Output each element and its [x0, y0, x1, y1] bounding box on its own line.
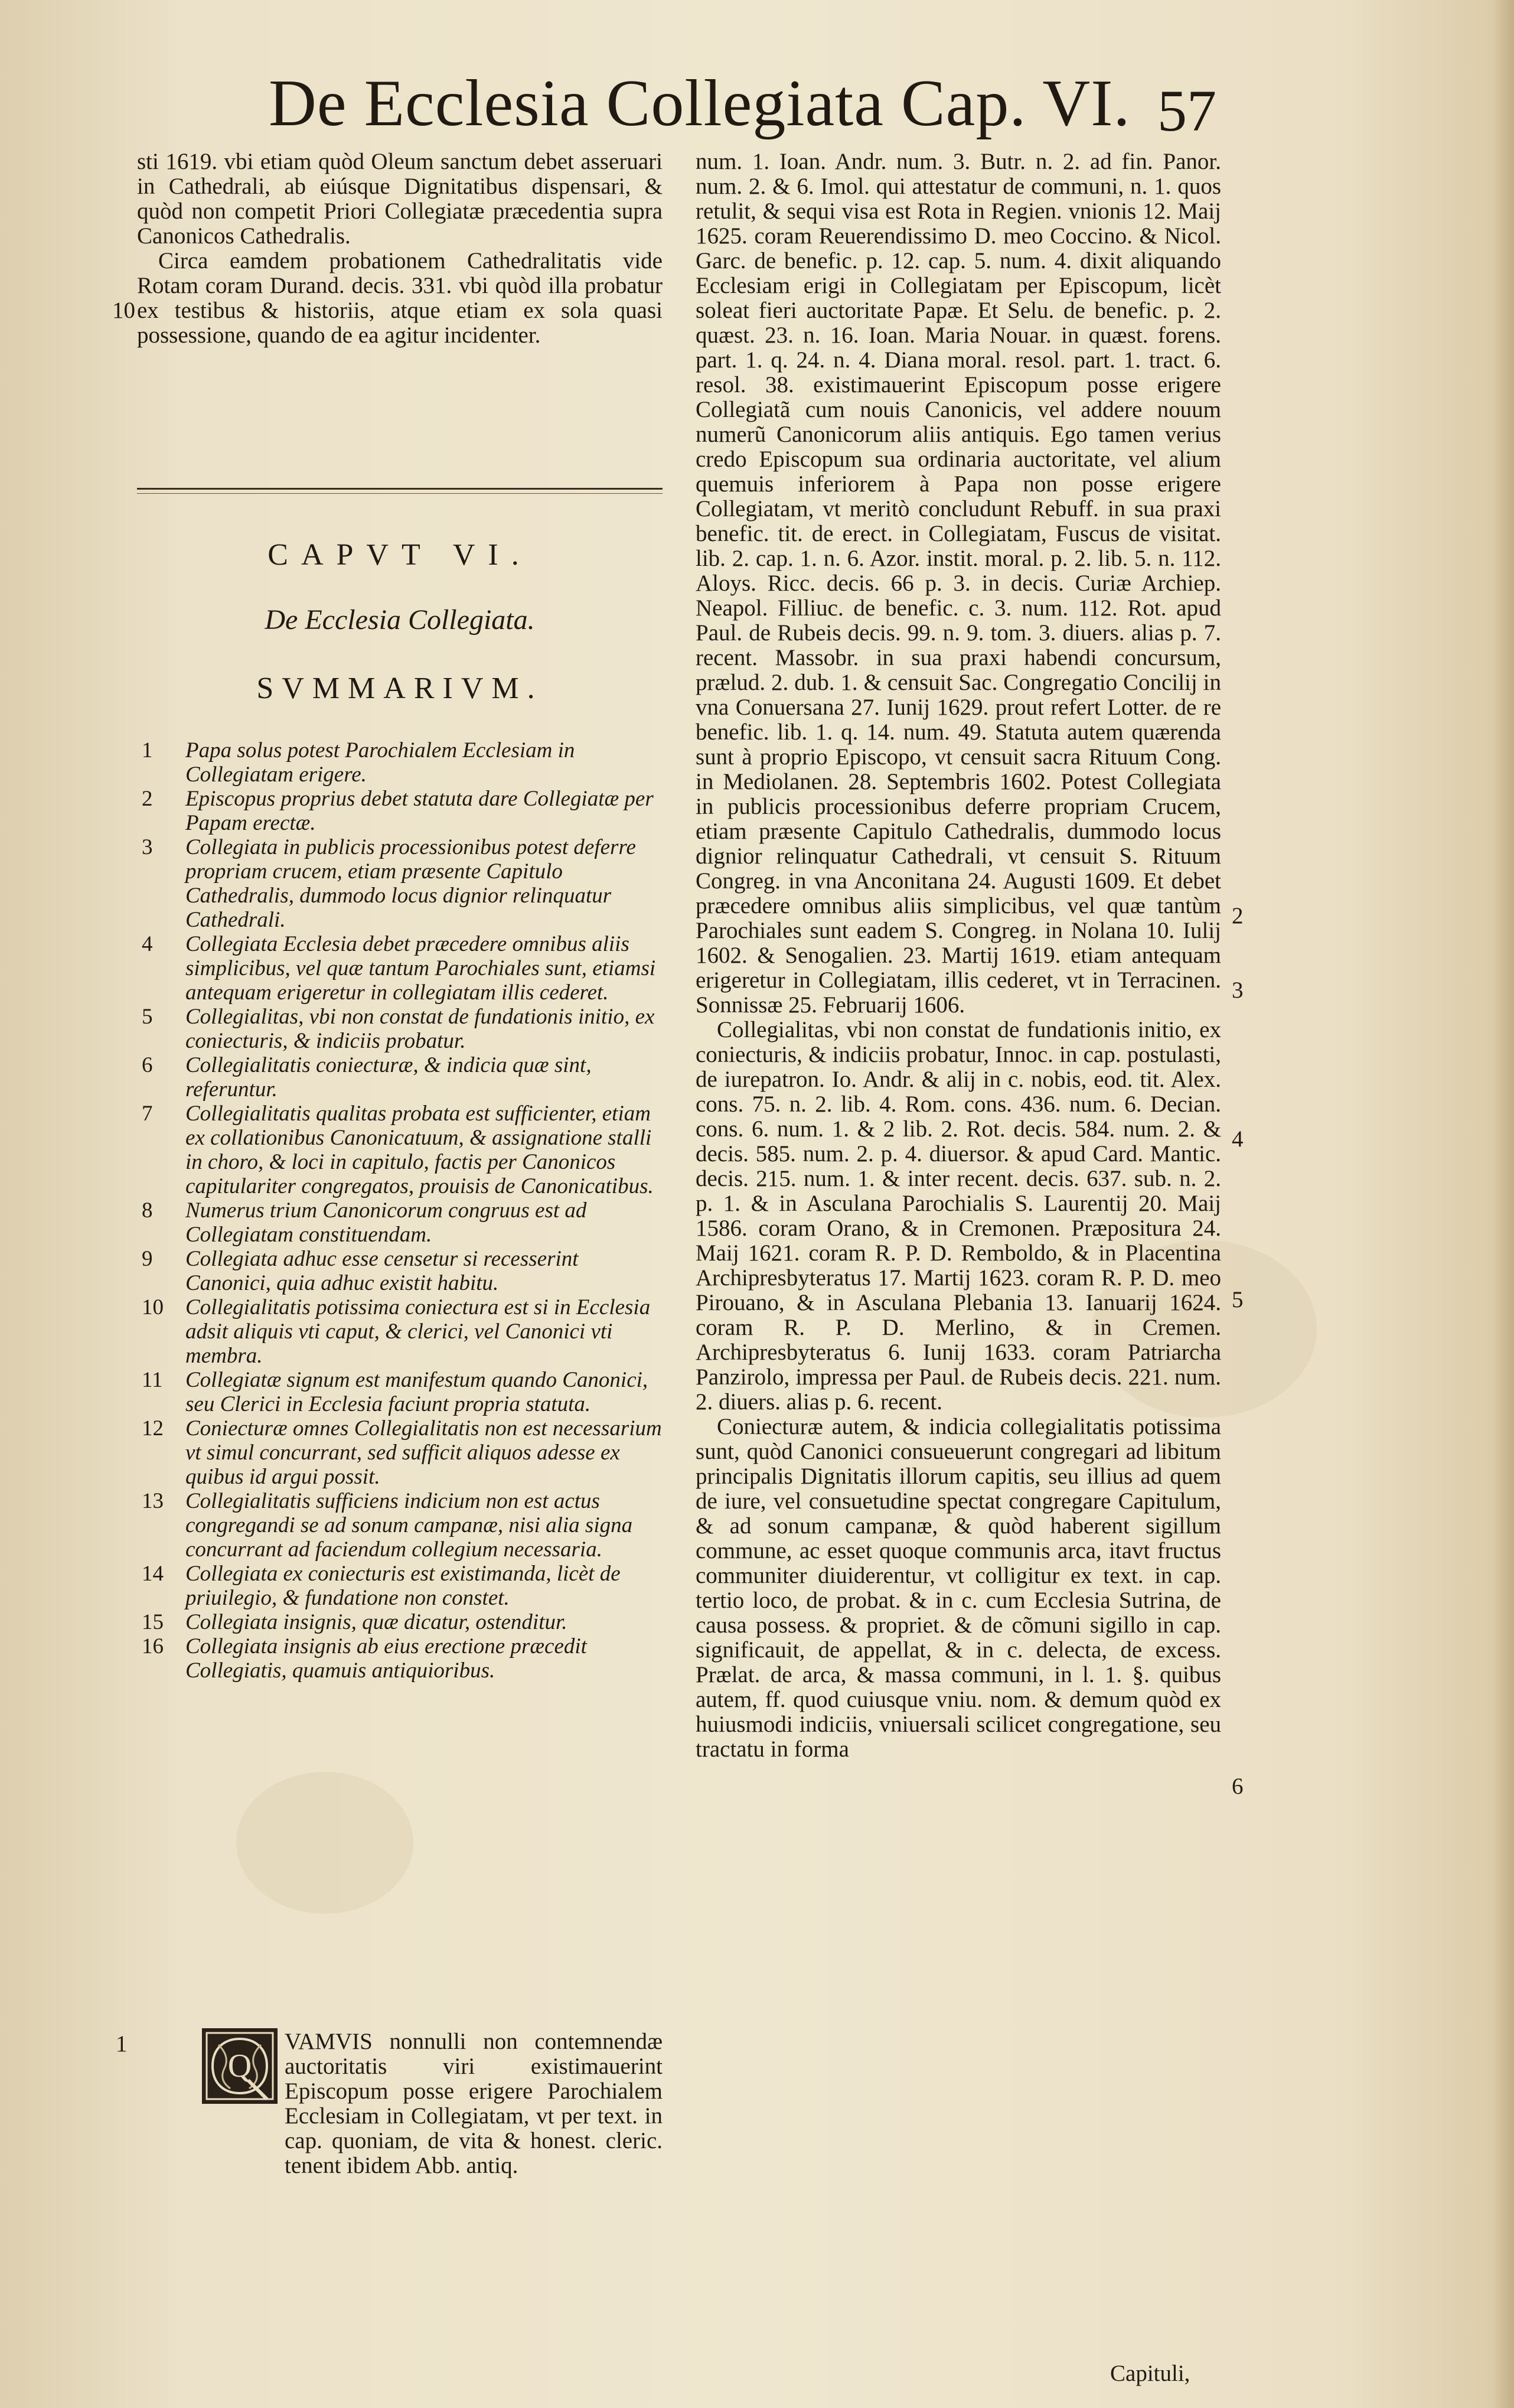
catchword: Capituli,: [1110, 2361, 1190, 2386]
summary-item: [137, 1489, 663, 1562]
margin-number-5: 5: [1232, 1287, 1244, 1312]
body-start-text: VAMVIS nonnulli non contemnendæ auctoritatis viri existimauerint Episcopum posse erigere Parochialem Ecclesiam in Collegiatam, vt per text. in cap. quoniam, de vita & honest. cleric. tenent ibidem Abb. antiq.: [285, 2029, 663, 2178]
margin-number-10: 10: [112, 298, 135, 323]
right-column: [696, 149, 1221, 1762]
summary-number: 5: [142, 1005, 153, 1029]
section-rule: [137, 488, 663, 490]
chapter-heading: CAPVT VI.: [267, 538, 532, 572]
right-paragraph-1: num. 1. Ioan. Andr. num. 3. Butr. n. 2. ad fin. Panor. num. 2. & 6. Imol. qui attestatur de communi, n. 1. quos retulit, & sequi visa est Rota in Regien. vnionis 12. Maij 1625. coram Reuerendissimo D. meo Coccino. & Nicol. Garc. de benefic. p. 12. cap. 5. num. 4. dixit aliquando Ecclesiam erigi in Collegiatam per Episcopum, licèt soleat fieri auctoritate Papæ. Et Selu. de benefic. p. 2. quæst. 23. n. 16. Ioan. Maria Nouar. in quæst. forens. part. 1. q. 24. n. 4. Diana moral. resol. part. 1. tract. 6. resol. 38. existimauerint Episcopum posse erigere Collegiatã cum nouis Canonicis, vel addere nouum numerũ Canonicorum aliis antiquis. Ego tamen verius credo Episcopum sua ordinaria auctoritate, vel alium quemuis inferiorem à Papa non posse erigere Collegiatam, vt meritò concludunt Rebuff. in sua praxi benefic. tit. de erect. in Collegiatam, Fuscus de visitat. lib. 2. cap. 1. n. 6. Azor. instit. moral. p. 2. lib. 5. n. 112. Aloys. Ricc. decis. 66 p. 3. in decis. Curiæ Archiep. Neapol. Filliuc. de benefic. c. 3. num. 112. Rot. apud Paul. de Rubeis decis. 99. n. 9. tom. 3. diuers. alias p. 7. recent. Massobr. in sua praxi habendi concursum, prælud. 2. dub. 1. & censuit Sac. Congregatio Concilij in vna Conuersana 27. Iunij 1629. prout refert Lotter. de re benefic. lib. 1. q. 14. num. 49. Statuta autem quærenda sunt à proprio Episcopo, vt censuit sacra Rituum Cong. in Mediolanen. 28. Septembris 1602. Potest Collegiata in publicis processionibus deferre propriam Crucem, etiam præsente Capitulo Cathedralis, dummodo locus dignior relinquatur Cathedrali, vt censuit S. Rituum Congreg. in vna Anconitana 24. Augusti 1609. Et debet præcedere omnibus aliis simplicibus, vel quæ tantùm Parochiales sunt eadem S. Congreg. in Nolana 10. Iulij 1602. & Senogalien. 23. Martij 1619. etiam antequam erigeretur in Collegiatam, illis cederet, vt in Terracinen. Sonnissæ 25. Februarij 1606.: [696, 149, 1221, 1018]
summary-item: [137, 738, 663, 787]
summary-text: Collegiatæ signum est manifestum quando Canonici, seu Clerici in Ecclesia faciunt propria statuta.: [185, 1368, 648, 1416]
summary-item: [137, 1610, 663, 1634]
page-number: 57: [1157, 78, 1216, 144]
summary-number: 13: [142, 1489, 164, 1513]
margin-number-1: 1: [116, 2031, 128, 2057]
summary-number: 15: [142, 1610, 164, 1634]
summary-text: Collegiata adhuc esse censetur si recesserint Canonici, quia adhuc existit habitu.: [185, 1247, 579, 1295]
summary-number: 7: [142, 1102, 153, 1126]
summary-text: Collegialitas, vbi non constat de fundationis initio, ex coniecturis, & indiciis probatur.: [185, 1005, 655, 1053]
summary-text: Collegialitatis sufficiens indicium non est actus congregandi se ad sonum campanæ, nisi alia signa concurrant ad faciendum collegium necessaria.: [185, 1489, 633, 1562]
summary-number: 4: [142, 932, 153, 956]
summary-number: 3: [142, 835, 153, 859]
summary-text: Collegialitatis potissima coniectura est si in Ecclesia adsit aliquis vti caput, & clerici, vel Canonici vti membra.: [185, 1295, 651, 1368]
right-paragraph-2: Collegialitas, vbi non constat de fundationis initio, ex coniecturis, & indiciis probatur, Innoc. in cap. postulasti, de iurepatron. Io. Andr. & alij in c. nobis, eod. tit. Alex. cons. 75. n. 2. lib. 4. Rom. cons. 436. num. 6. Decian. cons. 6. num. 1. & 2 lib. 2. Rot. decis. 584. num. 2. & decis. 585. num. 2. p. 4. diuersor. & apud Card. Mantic. decis. 215. num. 1. & inter recent. decis. 637. sub. n. 2. p. 1. & in Asculana Parochialis S. Laurentij 20. Maij 1586. coram Orano, & in Cremonen. Præpositura 24. Maij 1621. coram R. P. D. Remboldo, & in Placentina Archipresbyteratus 17. Martij 1623. coram R. P. D. meo Pirouano, & in Asculana Plebania 13. Ianuarij 1624. coram R. P. D. Merlino, & in Cremen. Archipresbyteratus 6. Iunij 1633. coram Patriarcha Panzirolo, impressa per Paul. de Rubeis decis. 221. num. 2. diuers. alias p. 6. recent.: [696, 1017, 1221, 1415]
margin-number-6: 6: [1232, 1774, 1244, 1799]
summary-item: [137, 1634, 663, 1683]
chapter-subtitle: De Ecclesia Collegiata.: [265, 604, 535, 636]
summary-item: [137, 1416, 663, 1489]
summary-number: 10: [142, 1295, 164, 1319]
summary-text: Coniecturæ omnes Collegialitatis non est necessarium vt simul concurrant, sed sufficit aliquos adesse ex quibus id argui possit.: [185, 1416, 662, 1489]
summary-text: Collegialitatis qualitas probata est sufficienter, etiam ex collationibus Canonicatuum, & assignatione stalli in choro, & loci in capitulo, factis per Canonicos capitulariter congregatos, prouisis de Canonicatibus.: [185, 1102, 654, 1198]
left-column-top: [137, 149, 663, 348]
summary-number: 9: [142, 1247, 153, 1271]
summary-text: Collegiata insignis ab eius erectione præcedit Collegiatis, quamuis antiquioribus.: [185, 1634, 587, 1683]
summary-number: 11: [142, 1368, 163, 1392]
summary-item: [137, 932, 663, 1005]
summary-item: [137, 1295, 663, 1368]
paragraph-10: Circa eamdem probationem Cathedralitatis vide Rotam coram Durand. decis. 331. vbi quòd illa probatur ex testibus & historiis, atque etiam ex sola quasi possessione, quando de ea agitur incidenter.: [137, 248, 663, 348]
right-paragraph-3: Coniecturæ autem, & indicia collegialitatis potissima sunt, quòd Canonici consueuerunt congregari ad libitum principalis Dignitatis illorum capitis, seu illius ad quem de iure, vel consuetudine spectat congregare Capitulum, & ad sonum campanæ, & quòd haberent sigillum commune, ac esset quoque communis arca, itavt fructus communiter diuiderentur, vt colligitur ex text. in cap. tertio loco, de probat. & in c. cum Ecclesia Sutrina, de causa possess. & propriet. & de cõmuni sigillo in cap. significauit, de appellat, & in c. delecta, de excess. Prælat. de arca, & massa communi, in l. 1. §. quibus autem, ff. quod cuiusque vniu. nom. & demum quòd ex huiusmodi indiciis, vniuersali scilicet congregatione, seu tractatu in forma: [696, 1414, 1221, 1762]
margin-number-2: 2: [1232, 903, 1244, 928]
summary-item: [137, 1198, 663, 1247]
summary-text: Episcopus proprius debet statuta dare Collegiatæ per Papam erectæ.: [185, 787, 654, 835]
summary-text: Numerus trium Canonicorum congruus est ad Collegiatam constituendam.: [185, 1198, 587, 1247]
page-header: [269, 65, 1272, 148]
dropcap-letter: Q: [227, 2048, 252, 2084]
summary-item: [137, 1562, 663, 1610]
chapter-body-start: [137, 2029, 663, 2178]
summary-item: [137, 1368, 663, 1416]
summary-text: Collegiata insignis, quæ dicatur, ostenditur.: [185, 1610, 567, 1634]
summary-number: 14: [142, 1562, 164, 1586]
summary-text: Collegiata Ecclesia debet præcedere omnibus aliis simplicibus, vel quæ tantum Parochiales sunt, etiamsi antequam erigeretur in collegiatam illis cederet.: [185, 932, 656, 1005]
margin-number-4: 4: [1232, 1126, 1244, 1152]
summary-number: 8: [142, 1198, 153, 1223]
summary-text: Collegiata ex coniecturis est existimanda, licèt de priuilegio, & fundatione non constet.: [185, 1562, 621, 1610]
summary-text: Collegiata in publicis processionibus potest deferre propriam crucem, etiam præsente Capitulo Cathedralis, dummodo locus dignior relinquatur Cathedrali.: [185, 835, 636, 932]
summary-item: [137, 787, 663, 835]
margin-number-3: 3: [1232, 977, 1244, 1003]
summary-number: 2: [142, 787, 153, 811]
page-edge: [1492, 0, 1514, 2408]
summary-text: Papa solus potest Parochialem Ecclesiam in Collegiatam erigere.: [185, 738, 575, 787]
summary-number: 16: [142, 1634, 164, 1658]
summary-heading: SVMMARIVM.: [256, 672, 543, 705]
summary-item: [137, 1102, 663, 1198]
summary-item: [137, 1005, 663, 1053]
left-top-paragraph: sti 1619. vbi etiam quòd Oleum sanctum debet asseruari in Cathedrali, ab eiúsque Dignitatibus dispensari, & quòd non competit Priori Collegiatæ præcedentia supra Canonicos Cathedralis.: [137, 149, 663, 249]
summary-item: [137, 1247, 663, 1295]
running-title: De Ecclesia Collegiata Cap. VI.: [269, 67, 1131, 140]
summary-text: Collegialitatis coniecturæ, & indicia quæ sint, referuntur.: [185, 1053, 592, 1102]
summary-list: [137, 738, 663, 1683]
summary-number: 1: [142, 738, 153, 763]
summary-number: 6: [142, 1053, 153, 1077]
section-rule-thin: [137, 493, 663, 494]
summary-number: 12: [142, 1416, 164, 1441]
summary-item: [137, 835, 663, 932]
paper-stain: [236, 1772, 413, 1914]
summary-item: [137, 1053, 663, 1102]
